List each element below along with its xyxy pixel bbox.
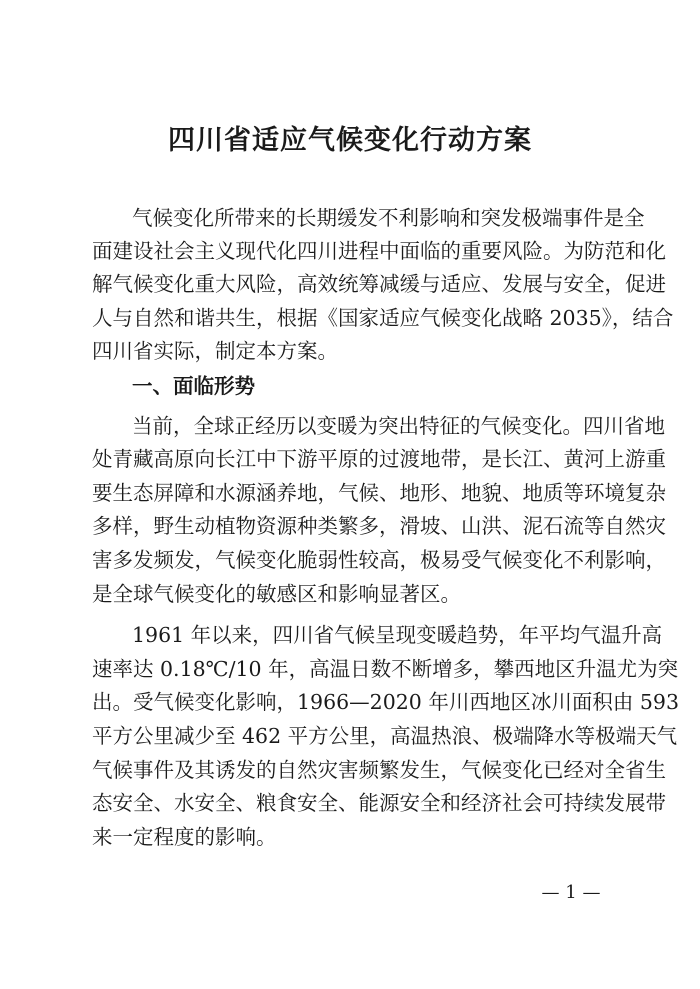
- intro-line-4: 人与自然和谐共生，根据《国家适应气候变化战略 2035》，结合: [92, 306, 674, 330]
- para2-line-1: 1961 年以来，四川省气候呈现变暖趋势，年平均气温升高: [132, 623, 663, 647]
- para1-line-2: 处青藏高原向长江中下游平原的过渡地带，是长江、黄河上游重: [92, 447, 666, 471]
- para1-line-3: 要生态屏障和水源涵养地，气候、地形、地貌、地质等环境复杂: [92, 481, 666, 505]
- para2-line-7: 来一定程度的影响。: [92, 825, 277, 849]
- para2-line-2: 速率达 0.18℃/10 年，高温日数不断增多，攀西地区升温尤为突: [92, 657, 679, 681]
- intro-line-3: 解气候变化重大风险，高效统筹减缓与适应、发展与安全，促进: [92, 272, 666, 296]
- para1-line-6: 是全球气候变化的敏感区和影响显著区。: [92, 582, 461, 606]
- document-title: 四川省适应气候变化行动方案: [168, 125, 532, 156]
- intro-line-5: 四川省实际，制定本方案。: [92, 339, 338, 363]
- para2-line-4: 平方公里减少至 462 平方公里，高温热浪、极端降水等极端天气: [92, 724, 678, 748]
- page-number: — 1 —: [541, 882, 601, 903]
- para1-line-1: 当前，全球正经历以变暖为突出特征的气候变化。四川省地: [132, 414, 665, 438]
- para1-line-5: 害多发频发，气候变化脆弱性较高，极易受气候变化不利影响，: [92, 548, 666, 572]
- section-heading-1: 一、面临形势: [132, 374, 255, 398]
- para2-line-6: 态安全、水安全、粮食安全、能源安全和经济社会可持续发展带: [92, 791, 666, 815]
- para1-line-4: 多样，野生动植物资源种类繁多，滑坡、山洪、泥石流等自然灾: [92, 514, 666, 538]
- intro-line-1: 气候变化所带来的长期缓发不利影响和突发极端事件是全: [132, 206, 645, 230]
- para2-line-3: 出。受气候变化影响，1966—2020 年川西地区冰川面积由 593: [92, 690, 680, 714]
- intro-line-2: 面建设社会主义现代化四川进程中面临的重要风险。为防范和化: [92, 239, 666, 263]
- para2-line-5: 气候事件及其诱发的自然灾害频繁发生，气候变化已经对全省生: [92, 758, 666, 782]
